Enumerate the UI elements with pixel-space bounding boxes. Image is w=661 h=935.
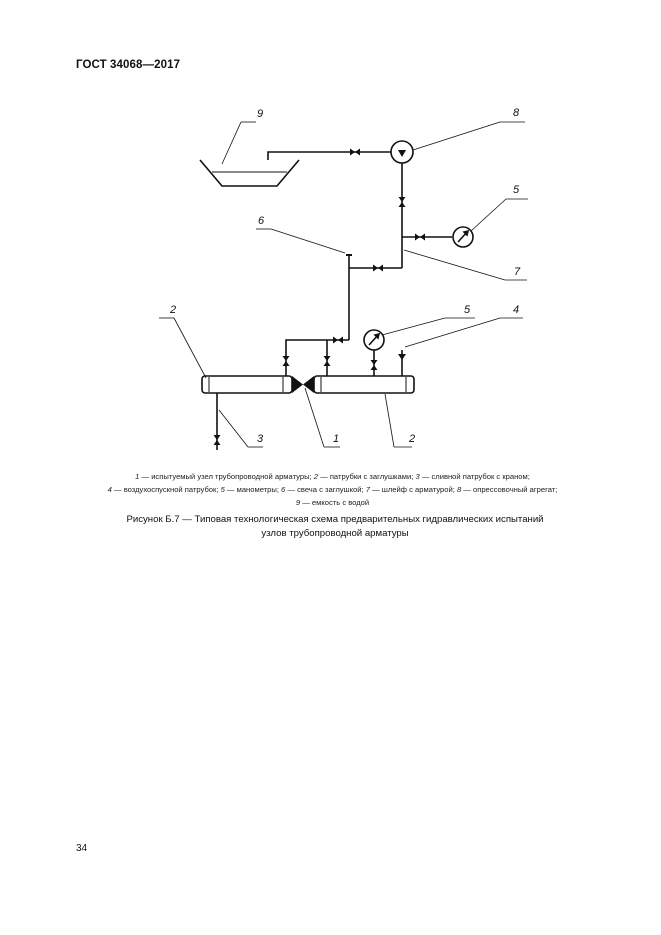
legend-num: 6 — [281, 485, 286, 494]
tested-valve — [292, 376, 314, 393]
legend-text: — опрессовочный агрегат; — [461, 485, 558, 494]
label-2-left: 2 — [170, 304, 177, 316]
valves — [214, 149, 426, 446]
legend-text: — патрубки с заглушками; — [318, 472, 416, 481]
caption-line-1: Рисунок Б.7 — Типовая технологическая схема предварительных гидравлических испытаний — [126, 514, 544, 525]
legend-num: 1 — [135, 472, 140, 481]
label-2-right: 2 — [409, 433, 416, 445]
figure-caption — [90, 513, 580, 541]
legend-text: — емкость с водой — [300, 498, 370, 507]
label-7: 7 — [514, 266, 521, 278]
legend-num: 8 — [456, 485, 462, 494]
label-5-upper: 5 — [513, 184, 520, 196]
legend-num: 7 — [365, 485, 370, 494]
legend-text: — сливной патрубок с краном; — [419, 472, 530, 481]
figure-legend — [60, 470, 605, 509]
legend-num: 2 — [313, 472, 318, 481]
legend-line-1 — [60, 470, 605, 483]
label-5-lower: 5 — [464, 304, 471, 316]
legend-line-3 — [60, 496, 605, 509]
water-tank — [200, 160, 299, 186]
label-3: 3 — [257, 433, 264, 445]
legend-line-2 — [60, 483, 605, 496]
legend-text: — шлейф с арматурой; — [369, 485, 457, 494]
caption-line-2: узлов трубопроводной арматуры — [261, 528, 409, 539]
legend-num: 5 — [220, 485, 225, 494]
manometer-icon-upper — [453, 227, 473, 247]
pump-unit — [391, 141, 413, 163]
legend-text: — манометры; — [224, 485, 282, 494]
label-9: 9 — [257, 108, 264, 120]
legend-num: 9 — [295, 498, 301, 507]
label-6: 6 — [258, 215, 265, 227]
right-test-pipe — [314, 376, 414, 393]
page-number: 34 — [76, 843, 88, 854]
legend-text: — воздухоспускной патрубок; — [111, 485, 221, 494]
manometer-icon-lower — [364, 330, 384, 350]
tank-to-pump-pipe — [268, 152, 391, 160]
label-1: 1 — [333, 433, 340, 445]
left-test-pipe — [202, 376, 292, 393]
legend-num: 4 — [107, 485, 112, 494]
label-4: 4 — [513, 304, 520, 316]
connection-pipe — [286, 340, 349, 376]
legend-text: — испытуемый узел трубопроводной арматуры; — [139, 472, 314, 481]
leader-lines — [159, 122, 528, 447]
legend-num: 3 — [415, 472, 420, 481]
standard-header: ГОСТ 34068—2017 — [76, 59, 181, 71]
label-8: 8 — [513, 107, 520, 119]
legend-text: — свеча с заглушкой; — [285, 485, 366, 494]
air-vent-arrow — [398, 354, 406, 360]
